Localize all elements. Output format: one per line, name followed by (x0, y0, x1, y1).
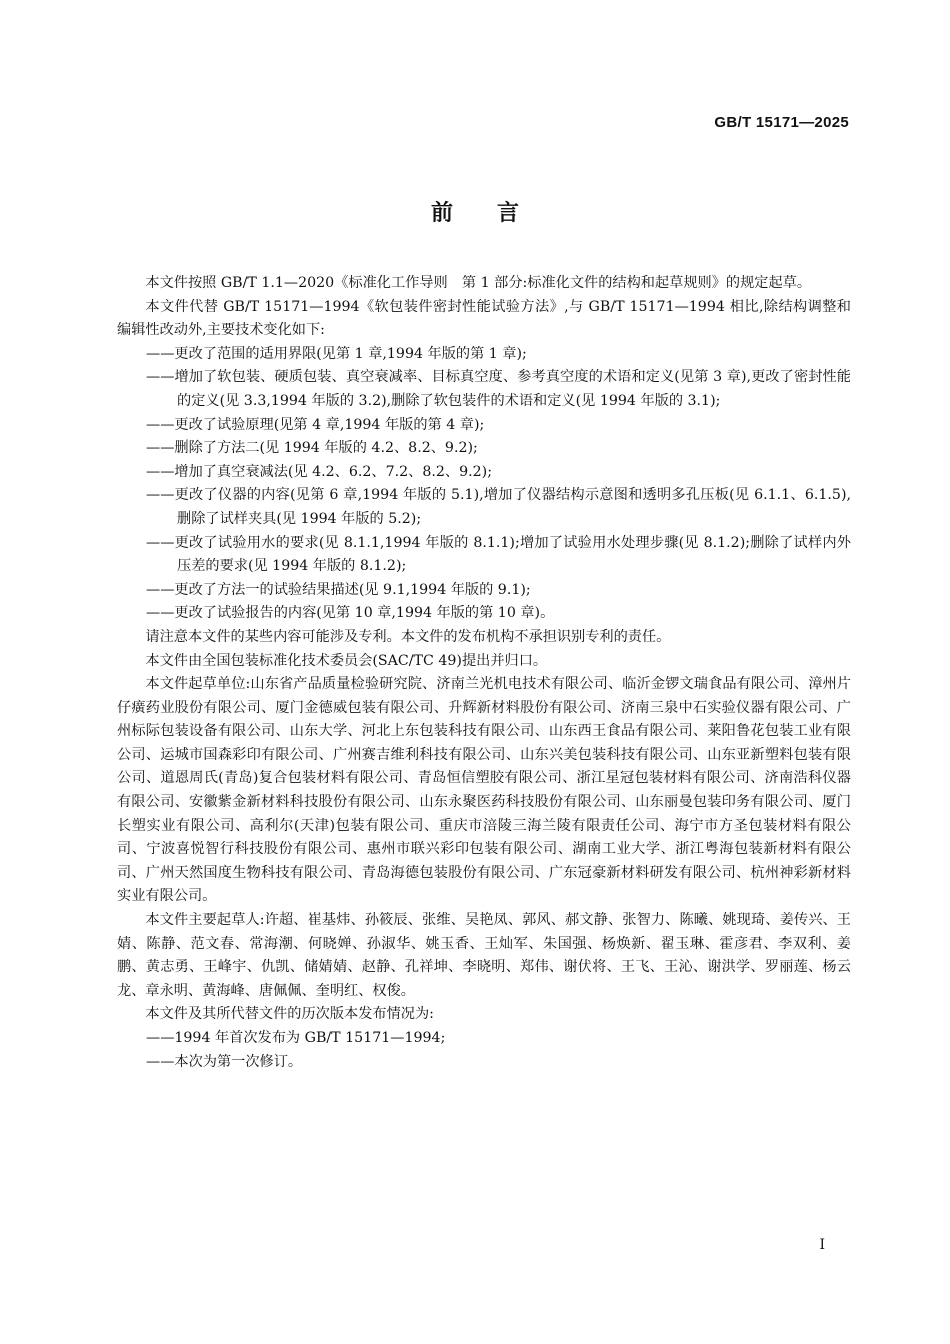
change-item: ——更改了方法一的试验结果描述(见 9.1,1994 年版的 9.1); (146, 581, 531, 598)
change-item: ——删除了方法二(见 1994 年版的 4.2、8.2、9.2); (146, 440, 478, 457)
change-item: ——更改了范围的适用界限(见第 1 章,1994 年版的第 1 章); (146, 345, 527, 362)
change-item: ——更改了试验原理(见第 4 章,1994 年版的第 4 章); (146, 416, 485, 433)
paragraph-replacement: 本文件代替 GB/T 15171—1994《软包装件密封性能试验方法》,与 GB/T 15171—1994 相比,除结构调整和编辑性改动外,主要技术变化如下: (117, 298, 851, 339)
standard-code: GB/T 15171—2025 (714, 114, 849, 131)
paragraph-drafting-rules: 本文件按照 GB/T 1.1—2020《标准化工作导则 第 1 部分:标准化文件的结构和起草规则》的规定起草。 (145, 275, 812, 291)
page-number: I (819, 1237, 825, 1253)
history-item: ——1994 年首次发布为 GB/T 15171—1994; (146, 1030, 446, 1046)
paragraph-patent-notice: 请注意本文件的某些内容可能涉及专利。本文件的发布机构不承担识别专利的责任。 (145, 628, 671, 645)
title-char-1: 前 (430, 201, 453, 226)
change-item: ——增加了真空衰减法(见 4.2、6.2、7.2、8.2、9.2); (146, 463, 492, 480)
change-item: ——增加了软包装、硬质包装、真空衰减率、目标真空度、参考真空度的术语和定义(见第 3 章),更改了密封性能的定义(见 3.3,1994 年版的 3.2),删除了软包装件的术语和定义(见 1994 年版的 3.1); (146, 369, 851, 409)
change-item: ——更改了仪器的内容(见第 6 章,1994 年版的 5.1),增加了仪器结构示意图和透明多孔压板(见 6.1.1、6.1.5),删除了试样夹具(见 1994 年版的 5.2); (146, 487, 851, 527)
paragraph-drafting-units: 本文件起草单位:山东省产品质量检验研究院、济南兰光机电技术有限公司、临沂金锣文瑞食品有限公司、漳州片仔癀药业股份有限公司、厦门金德威包装有限公司、升辉新材料股份有限公司、济南三泉中石实验仪器有限公司、广州标际包装设备有限公司、山东大学、河北上东包装科技有限公司、山东西王食品有限公司、莱阳鲁花包装工业有限公司、运城市国森彩印有限公司、广州赛吉维利科技有限公司、山东兴美包装科技有限公司、山东亚新塑料包装有限公司、道恩周氏(青岛)复合包装材料有限公司、青岛恒信塑胶有限公司、浙江星冠包装材料有限公司、济南浩科仪器有限公司、安徽紫金新材料科技股份有限公司、山东永聚医药科技股份有限公司、山东丽曼包装印务有限公司、厦门长塑实业有限公司、高利尔(天津)包装有限公司、重庆市涪陵三海兰陵有限责任公司、海宁市方圣包装材料有限公司、宁波喜悦智行科技股份有限公司、惠州市联兴彩印包装有限公司、湖南工业大学、浙江粤海包装新材料有限公司、广州天然国度生物科技有限公司、青岛海德包装股份有限公司、广东冠豪新材料研发有限公司、杭州神彩新材料实业有限公司。 (117, 676, 851, 905)
change-item: ——更改了试验报告的内容(见第 10 章,1994 年版的第 10 章)。 (146, 605, 555, 622)
document-body (117, 272, 851, 1074)
change-item: ——更改了试验用水的要求(见 8.1.1,1994 年版的 8.1.1);增加了试验用水处理步骤(见 8.1.2);删除了试样内外压差的要求(见 1994 年版的 8.1.2); (146, 534, 851, 575)
paragraph-history: 本文件及其所代替文件的历次版本发布情况为: (145, 1006, 434, 1023)
paragraph-proposer: 本文件由全国包装标准化技术委员会(SAC/TC 49)提出并归口。 (145, 652, 548, 669)
page-title (0, 196, 950, 227)
history-item: ——本次为第一次修订。 (146, 1053, 303, 1070)
paragraph-drafters: 本文件主要起草人:许超、崔基炜、孙筱辰、张维、吴艳凤、郭风、郝文静、张智力、陈曦、姚现琦、姜传兴、王婧、陈静、范文春、常海潮、何晓婵、孙淑华、姚玉香、王灿军、朱国强、杨焕新、翟玉琳、霍彦君、李双利、姜鹏、黄志勇、王峰宇、仇凯、储婧婧、赵静、孔祥坤、李晓明、郑伟、谢伏将、王飞、王沁、谢洪学、罗丽莲、杨云龙、章永明、黄海峰、唐佩佩、奎明红、权俊。 (117, 912, 851, 999)
title-char-2: 言 (497, 201, 520, 226)
